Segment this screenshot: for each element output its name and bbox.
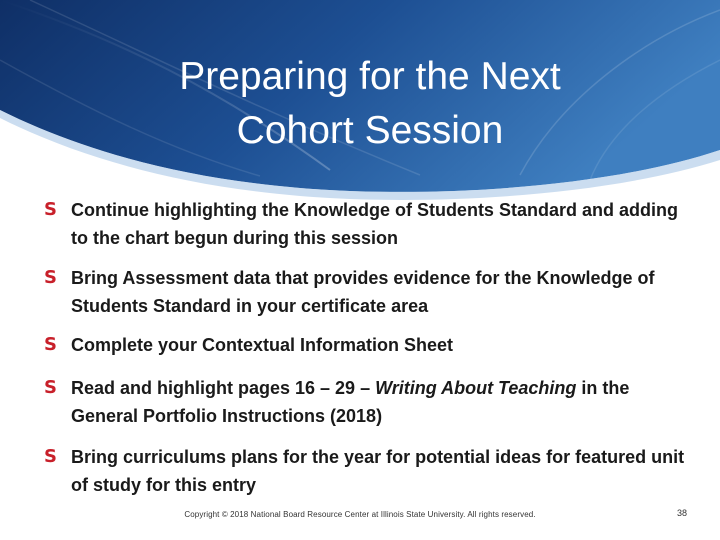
bullet-text: Bring curriculums plans for the year for potential ideas for featured unit of study for this entry — [71, 447, 685, 495]
bullet-text: Continue highlighting the Knowledge of Students Standard and adding to the chart begun during this session — [71, 200, 678, 248]
document-title-italic: Writing About Teaching — [375, 378, 577, 398]
bullet-text — [71, 374, 686, 430]
bullet-text-part: in the General Portfolio Instructions (2018) — [71, 378, 630, 426]
bullet-text-part: Read and highlight pages 16 – 29 – — [71, 378, 376, 398]
s-bullet-icon: S — [44, 267, 57, 288]
title-line-1: Preparing for the Next — [179, 55, 561, 98]
s-bullet-icon: S — [44, 199, 57, 220]
bullet-text: Bring Assessment data that provides evidence for the Knowledge of Students Standard in your certificate area — [71, 268, 655, 316]
title-line-2: Cohort Session — [236, 109, 504, 152]
s-bullet-icon: S — [44, 377, 57, 398]
copyright-footer: Copyright © 2018 National Board Resource Center at Illinois State University. All rights reserved. — [184, 510, 536, 519]
page-number: 38 — [676, 508, 687, 518]
bullet-text: Complete your Contextual Information Sheet — [71, 335, 454, 355]
s-bullet-icon: S — [44, 334, 57, 355]
s-bullet-icon: S — [44, 446, 57, 467]
